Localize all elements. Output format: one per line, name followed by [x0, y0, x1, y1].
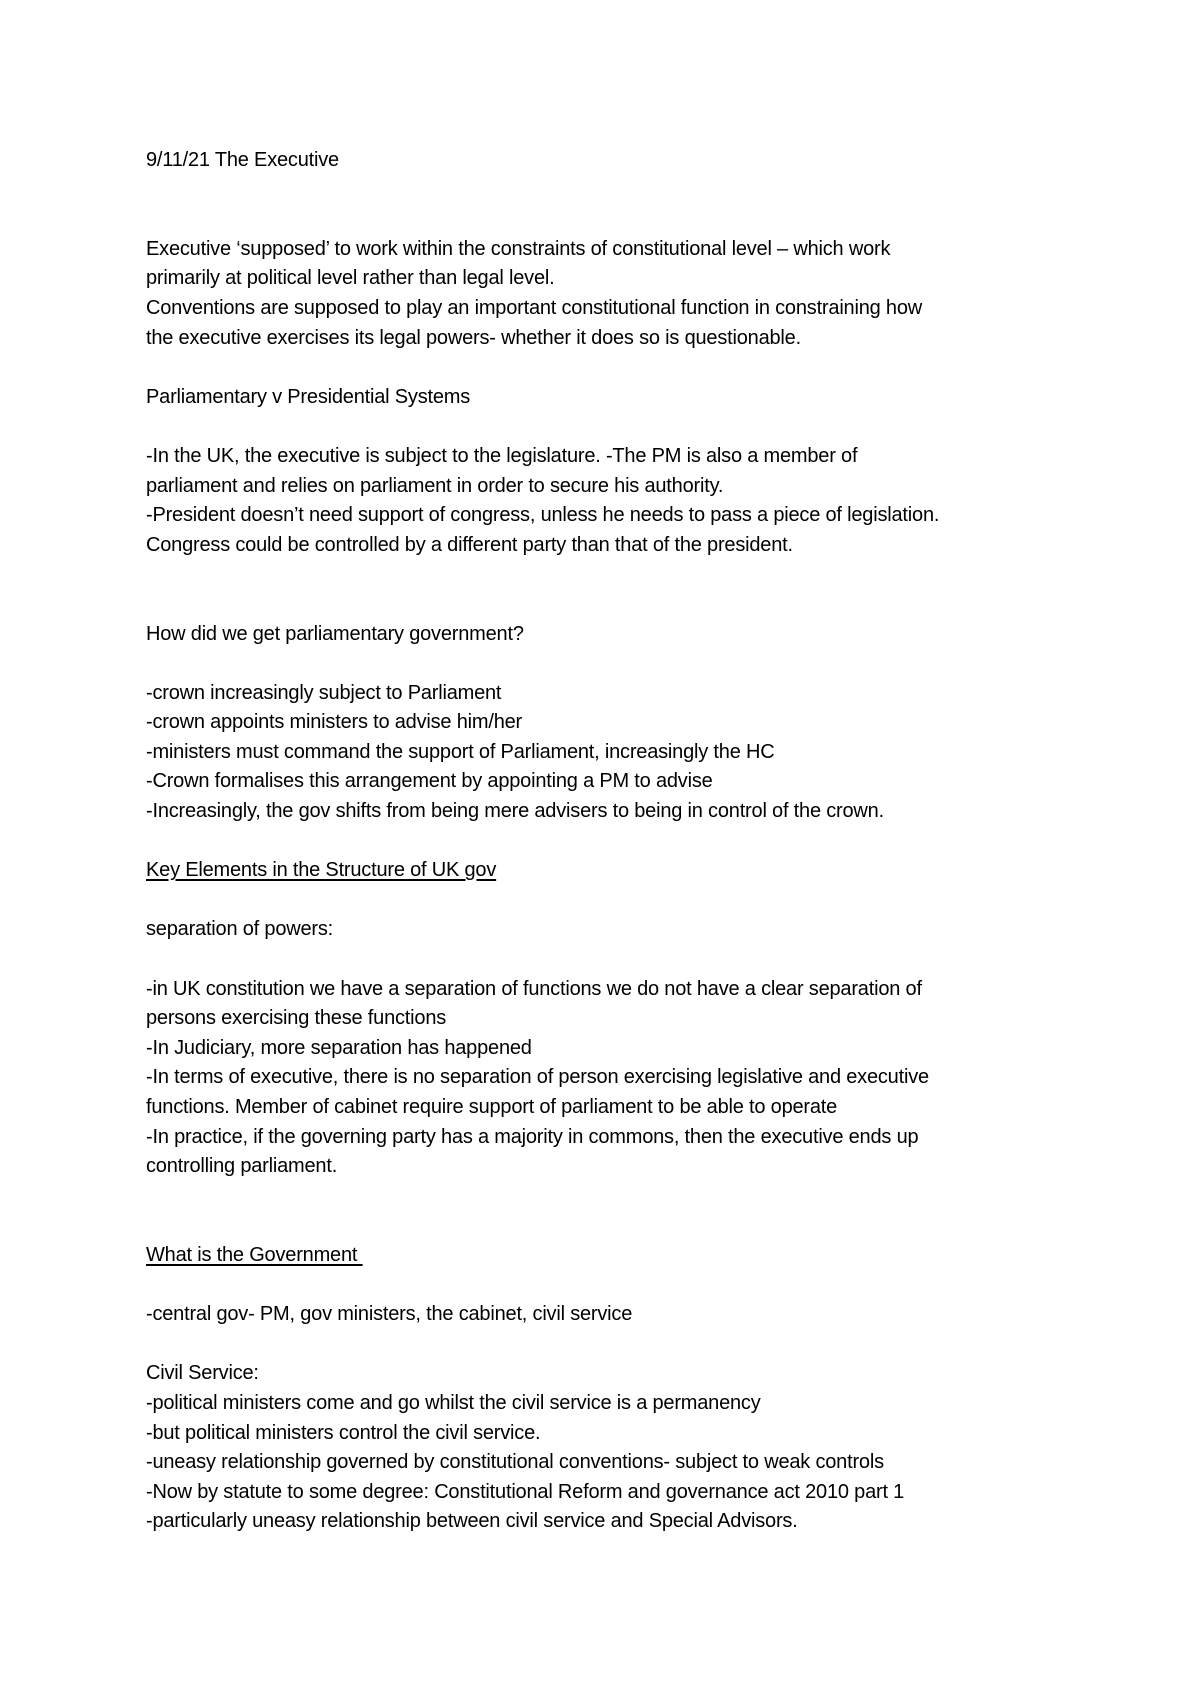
list-item: -crown appoints ministers to advise him/her: [146, 711, 522, 734]
spacer: [146, 176, 1066, 235]
text-line: Conventions are supposed to play an important constitutional function in constraining how: [146, 296, 923, 319]
list-item: -In terms of executive, there is no separation of person exercising legislative and executive: [146, 1066, 929, 1089]
spacer: [146, 1182, 1066, 1241]
spacer: [146, 649, 1066, 679]
text-line: primarily at political level rather than legal level.: [146, 267, 555, 290]
list-item: -crown increasingly subject to Parliament: [146, 681, 502, 704]
intro-paragraph: [146, 235, 1066, 353]
subheading-separation: separation of powers:: [146, 918, 334, 941]
list-item: -Increasingly, the gov shifts from being mere advisers to being in control of the crown.: [146, 800, 884, 823]
list-item: -particularly uneasy relationship between civil service and Special Advisors.: [146, 1510, 798, 1533]
section-heading-parliamentary: Parliamentary v Presidential Systems: [146, 385, 471, 408]
text-line: parliament and relies on parliament in order to secure his authority.: [146, 474, 724, 497]
spacer: [146, 945, 1066, 975]
key-elements-list: [146, 975, 1066, 1182]
spacer: [146, 1330, 1066, 1360]
list-item: persons exercising these functions: [146, 1007, 447, 1030]
text-line: the executive exercises its legal powers- whether it does so is questionable.: [146, 326, 801, 349]
list-item: controlling parliament.: [146, 1155, 338, 1178]
text-line: Executive ‘supposed’ to work within the constraints of constitutional level – which work: [146, 237, 891, 260]
central-gov-line: -central gov- PM, gov ministers, the cabinet, civil service: [146, 1303, 633, 1326]
list-item: -Crown formalises this arrangement by appointing a PM to advise: [146, 770, 713, 793]
list-item: -ministers must command the support of Parliament, increasingly the HC: [146, 740, 775, 763]
spacer: [146, 353, 1066, 383]
list-item: -Now by statute to some degree: Constitutional Reform and governance act 2010 part 1: [146, 1480, 905, 1503]
spacer: [146, 412, 1066, 442]
text-line: -In the UK, the executive is subject to the legislature. -The PM is also a member of: [146, 444, 858, 467]
list-item: -In practice, if the governing party has a majority in commons, then the executive ends up: [146, 1125, 919, 1148]
subheading-civil-service: Civil Service:: [146, 1362, 259, 1385]
list-item: -in UK constitution we have a separation of functions we do not have a clear separation of: [146, 977, 922, 1000]
spacer: [146, 827, 1066, 857]
list-item: -but political ministers control the civil service.: [146, 1421, 541, 1444]
section-heading-government: What is the Government: [146, 1243, 363, 1266]
list-item: -uneasy relationship governed by constitutional conventions- subject to weak controls: [146, 1451, 884, 1474]
spacer: [146, 886, 1066, 916]
text-line: Congress could be controlled by a different party than that of the president.: [146, 533, 793, 556]
spacer: [146, 1271, 1066, 1301]
how-list: [146, 679, 1066, 827]
list-item: functions. Member of cabinet require support of parliament to be able to operate: [146, 1096, 838, 1118]
section-heading-key-elements: Key Elements in the Structure of UK gov: [146, 859, 497, 882]
document-body: [146, 146, 1066, 1537]
spacer: [146, 560, 1066, 619]
document-title: 9/11/21 The Executive: [146, 149, 339, 171]
list-item: -In Judiciary, more separation has happened: [146, 1036, 532, 1059]
civil-service-list: [146, 1389, 1066, 1537]
list-item: -political ministers come and go whilst the civil service is a permanency: [146, 1391, 761, 1414]
section-heading-how: How did we get parliamentary government?: [146, 622, 524, 645]
text-line: -President doesn’t need support of congress, unless he needs to pass a piece of legislation.: [146, 504, 940, 527]
parliamentary-paragraph: [146, 442, 1066, 560]
